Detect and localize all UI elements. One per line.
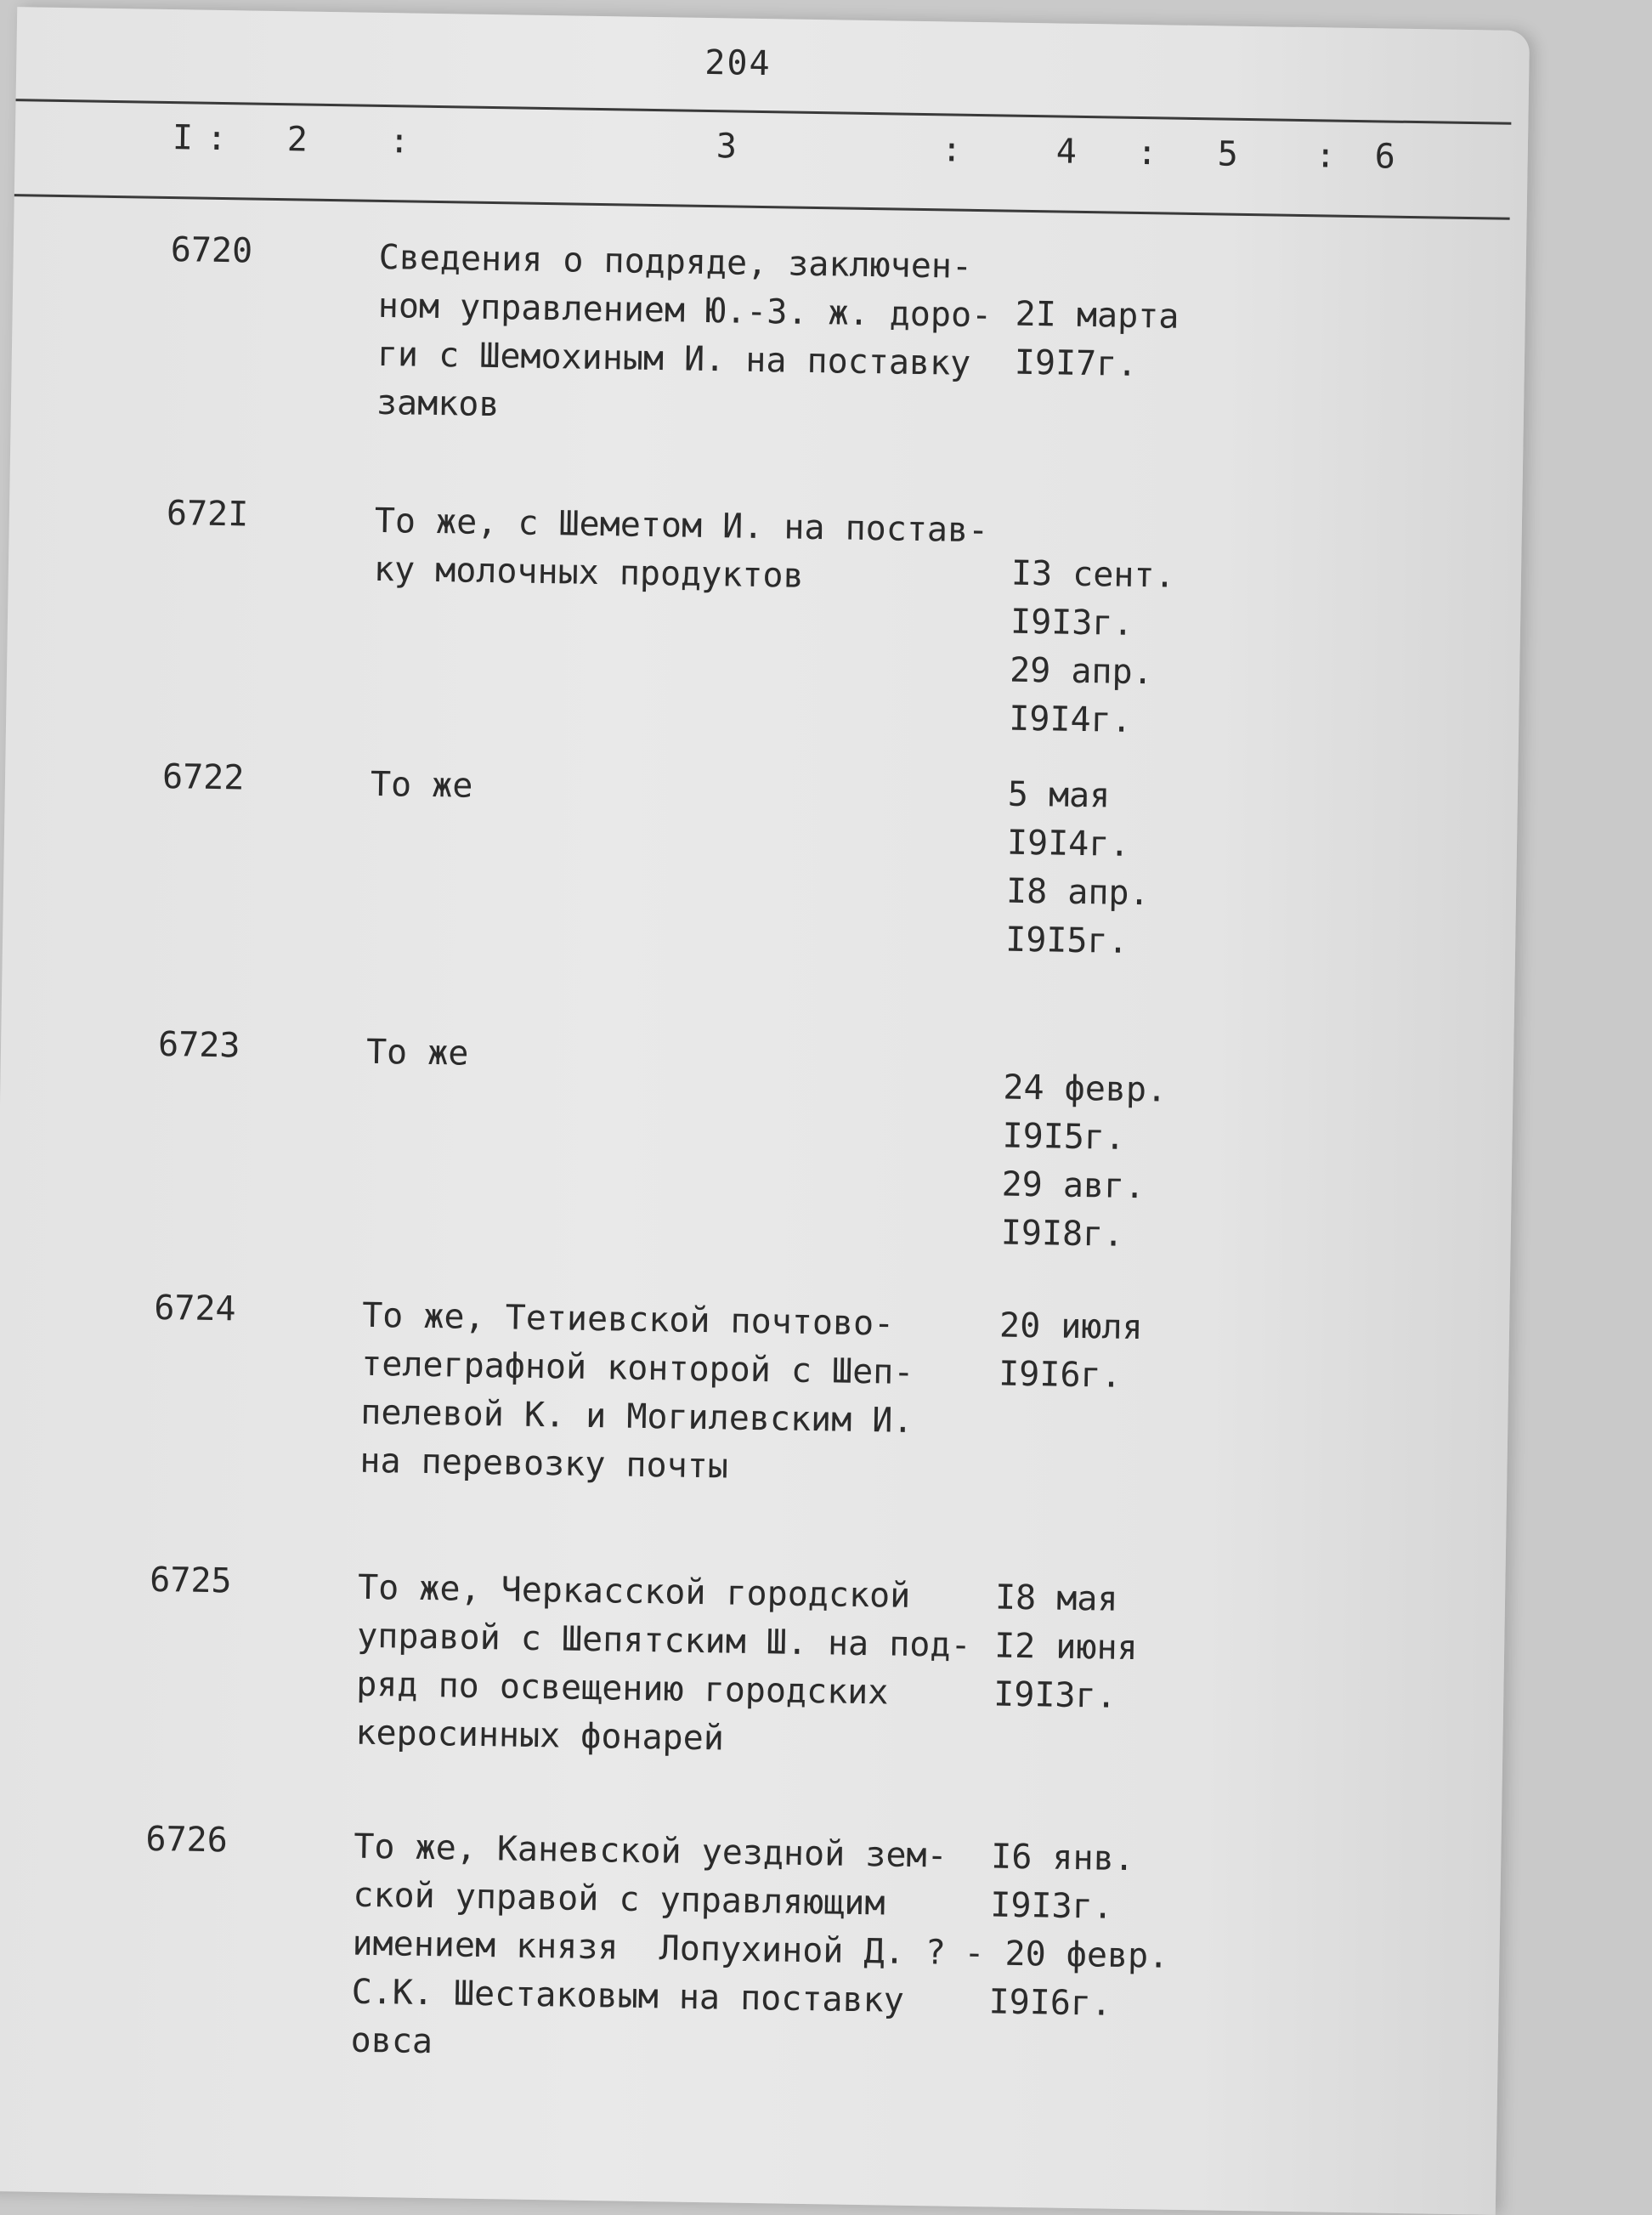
archive-entry — [9, 491, 1505, 740]
description-line: телеграфной конторой с Шеп- — [360, 1344, 914, 1392]
date-line: I2 июня — [993, 1626, 1139, 1668]
date-line: I8 апр. — [1005, 871, 1151, 914]
entry-number: 672I — [166, 494, 249, 535]
date-line: I9I4г. — [1006, 823, 1130, 864]
description-line: То же, Черкасской городской — [357, 1567, 911, 1616]
description-line: ном управлением Ю.-З. ж. доро- — [377, 286, 993, 336]
entry-description — [371, 761, 1017, 819]
entry-description — [359, 1292, 1008, 1496]
entry-description — [355, 1564, 1004, 1768]
entry-dates — [999, 1302, 1221, 1402]
date-line: 20 июля — [999, 1306, 1143, 1348]
column-number-1: I — [172, 118, 194, 158]
description-line: То же, Каневской уездной зем- — [353, 1827, 948, 1876]
entry-dates — [963, 1833, 1187, 2030]
column-separator: : — [1136, 133, 1158, 173]
archive-entry — [14, 228, 1509, 425]
document-page — [0, 7, 1530, 2215]
date-line: I6 янв. — [990, 1837, 1135, 1879]
column-separator: : — [1315, 136, 1337, 176]
description-line: ряд по освещению городских — [355, 1664, 889, 1713]
header-rule-bottom — [14, 194, 1510, 220]
date-line: I9I6г. — [998, 1354, 1123, 1396]
archive-entry — [2, 1023, 1497, 1255]
column-number-3: 3 — [716, 127, 738, 167]
description-line: То же, Тетиевской почтово- — [361, 1295, 895, 1344]
entry-number: 6722 — [161, 756, 245, 798]
page-number: 204 — [704, 42, 772, 84]
entry-number: 6724 — [153, 1288, 236, 1329]
entry-description — [366, 1028, 1013, 1087]
description-line: С.К. Шестаковым на поставку — [351, 1972, 905, 2020]
column-separator: : — [941, 130, 963, 170]
description-line: То же — [370, 764, 473, 806]
entry-description — [376, 234, 1025, 438]
date-line: I9I5г. — [1004, 920, 1129, 961]
column-number-5: 5 — [1217, 134, 1239, 174]
date-line: I9I3г. — [989, 1885, 1114, 1927]
description-line: ги с Шемохиным И. на поставку — [376, 334, 971, 383]
entry-number: 6723 — [157, 1024, 240, 1066]
description-line: овса — [350, 2020, 433, 2062]
description-line: управой с Шепятским Ш. на под- — [356, 1616, 971, 1666]
entry-dates — [993, 1573, 1217, 1722]
date-line: I8 мая — [994, 1578, 1118, 1619]
description-line: Сведения о подряде, заключен- — [378, 237, 973, 286]
description-line: пелевой К. и Могилевским И. — [360, 1392, 914, 1441]
entry-dates — [1014, 291, 1236, 391]
date-line: I9I4г. — [1008, 699, 1133, 740]
entry-number: 6726 — [145, 1819, 229, 1861]
date-line: I9I8г. — [1000, 1213, 1124, 1255]
date-line: 24 февр. — [1003, 1068, 1168, 1110]
date-line: I3 сент. — [1010, 553, 1175, 596]
date-line: I9I3г. — [1010, 602, 1134, 643]
description-line: ку молочных продуктов — [373, 549, 804, 596]
entry-dates — [1009, 550, 1233, 747]
description-line: ской управой с управляющим — [353, 1875, 885, 1923]
archive-entry — [0, 1286, 1492, 1487]
entry-description — [373, 497, 1021, 604]
archive-entry — [0, 1558, 1488, 1759]
entry-number: 6725 — [149, 1560, 232, 1601]
column-separator: : — [388, 122, 410, 161]
description-line: керосинных фонарей — [355, 1713, 725, 1759]
date-line: - 20 февр. — [964, 1933, 1169, 1976]
column-number-6: 6 — [1374, 137, 1396, 177]
entry-number: 6720 — [170, 230, 253, 271]
description-line: на перевозку почты — [359, 1441, 729, 1487]
date-line: 29 апр. — [1009, 650, 1154, 693]
date-line: I9I5г. — [1002, 1116, 1126, 1158]
column-number-4: 4 — [1055, 132, 1078, 172]
date-line: I9I6г. — [988, 1982, 1112, 2024]
header-rule-top — [16, 99, 1512, 125]
date-line: I9I3г. — [993, 1674, 1117, 1716]
description-line: имением князя Лопухиной Д. ? — [352, 1923, 947, 1973]
archive-entry — [0, 1817, 1485, 2062]
date-line: I9I7г. — [1014, 343, 1138, 384]
column-number-2: 2 — [286, 120, 308, 160]
date-line: 2I марта — [1015, 294, 1180, 337]
date-line: 5 мая — [1007, 774, 1111, 816]
entry-dates — [1005, 771, 1230, 968]
date-line: 29 авг. — [1001, 1164, 1146, 1207]
description-line: замков — [376, 382, 500, 425]
column-separator: : — [206, 118, 228, 159]
entry-dates — [1000, 1064, 1225, 1261]
archive-entry — [5, 755, 1501, 961]
description-line: То же, с Шеметом И. на постав- — [374, 501, 989, 551]
entry-description — [350, 1823, 999, 2076]
description-line: То же — [365, 1032, 469, 1074]
